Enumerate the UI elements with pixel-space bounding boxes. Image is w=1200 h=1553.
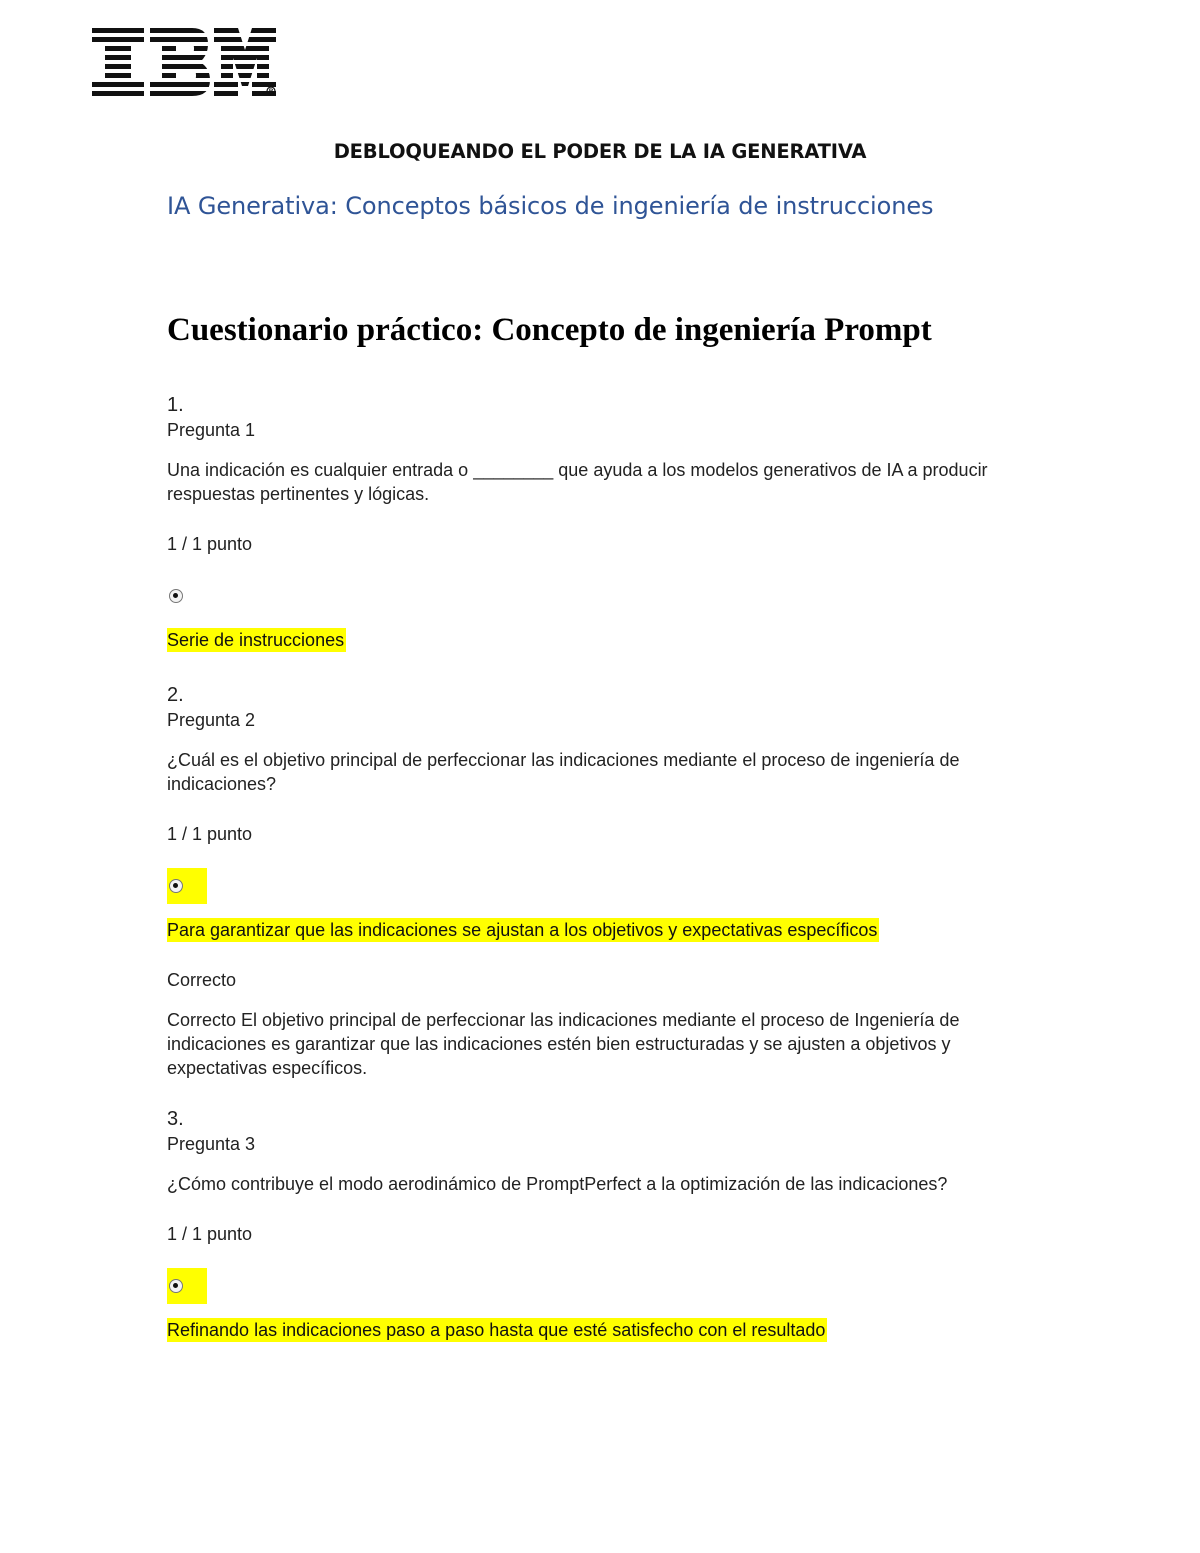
answer-option-row xyxy=(167,578,1047,614)
answer-option-row xyxy=(167,1268,207,1304)
document-header-title: DEBLOQUEANDO EL PODER DE LA IA GENERATIVA xyxy=(333,140,867,163)
question-number: 3. xyxy=(167,1108,184,1130)
feedback-text: Correcto El objetivo principal de perfeccionar las indicaciones mediante el proceso de Ingeniería de indicaciones es garantizar que las indicaciones estén bien estructuradas y se ajusten a objetivos y expectativas específicos. xyxy=(167,1010,960,1078)
document-subtitle: IA Generativa: Conceptos básicos de ingeniería de instrucciones xyxy=(167,192,934,220)
question-2 xyxy=(167,682,1047,1080)
question-text: ¿Cómo contribuye el modo aerodinámico de PromptPerfect a la optimización de las indicaciones? xyxy=(167,1174,948,1194)
question-points: 1 / 1 punto xyxy=(167,1224,253,1244)
selected-answer: Refinando las indicaciones paso a paso hasta que esté satisfecho con el resultado xyxy=(167,1320,826,1340)
question-text: ¿Cuál es el objetivo principal de perfeccionar las indicaciones mediante el proceso de ingeniería de indicaciones? xyxy=(167,750,960,794)
selected-answer: Para garantizar que las indicaciones se ajustan a los objetivos y expectativas específicos xyxy=(167,920,878,940)
question-number: 1. xyxy=(167,394,184,416)
question-1 xyxy=(167,392,1047,678)
radio-selected-icon[interactable] xyxy=(169,589,183,603)
feedback-title: Correcto xyxy=(167,970,237,990)
ibm-logo-icon xyxy=(92,28,276,100)
svg-text:R: R xyxy=(268,89,274,96)
question-points: 1 / 1 punto xyxy=(167,824,253,844)
quiz-title: Cuestionario práctico: Concepto de ingeniería Prompt xyxy=(167,312,932,348)
question-number: 2. xyxy=(167,684,184,706)
ibm-logo xyxy=(92,28,276,100)
quiz-content xyxy=(167,392,1047,1372)
selected-answer: Serie de instrucciones xyxy=(167,630,345,650)
answer-option-row xyxy=(167,868,207,904)
radio-selected-icon[interactable] xyxy=(169,1279,183,1293)
question-3 xyxy=(167,1106,1047,1368)
question-points: 1 / 1 punto xyxy=(167,534,253,554)
question-label: Pregunta 2 xyxy=(167,710,256,730)
radio-selected-icon[interactable] xyxy=(169,879,183,893)
question-label: Pregunta 1 xyxy=(167,420,256,440)
question-label: Pregunta 3 xyxy=(167,1134,256,1154)
question-text: Una indicación es cualquier entrada o ________ que ayuda a los modelos generativos de IA a producir respuestas pertinentes y lógicas. xyxy=(167,460,988,504)
